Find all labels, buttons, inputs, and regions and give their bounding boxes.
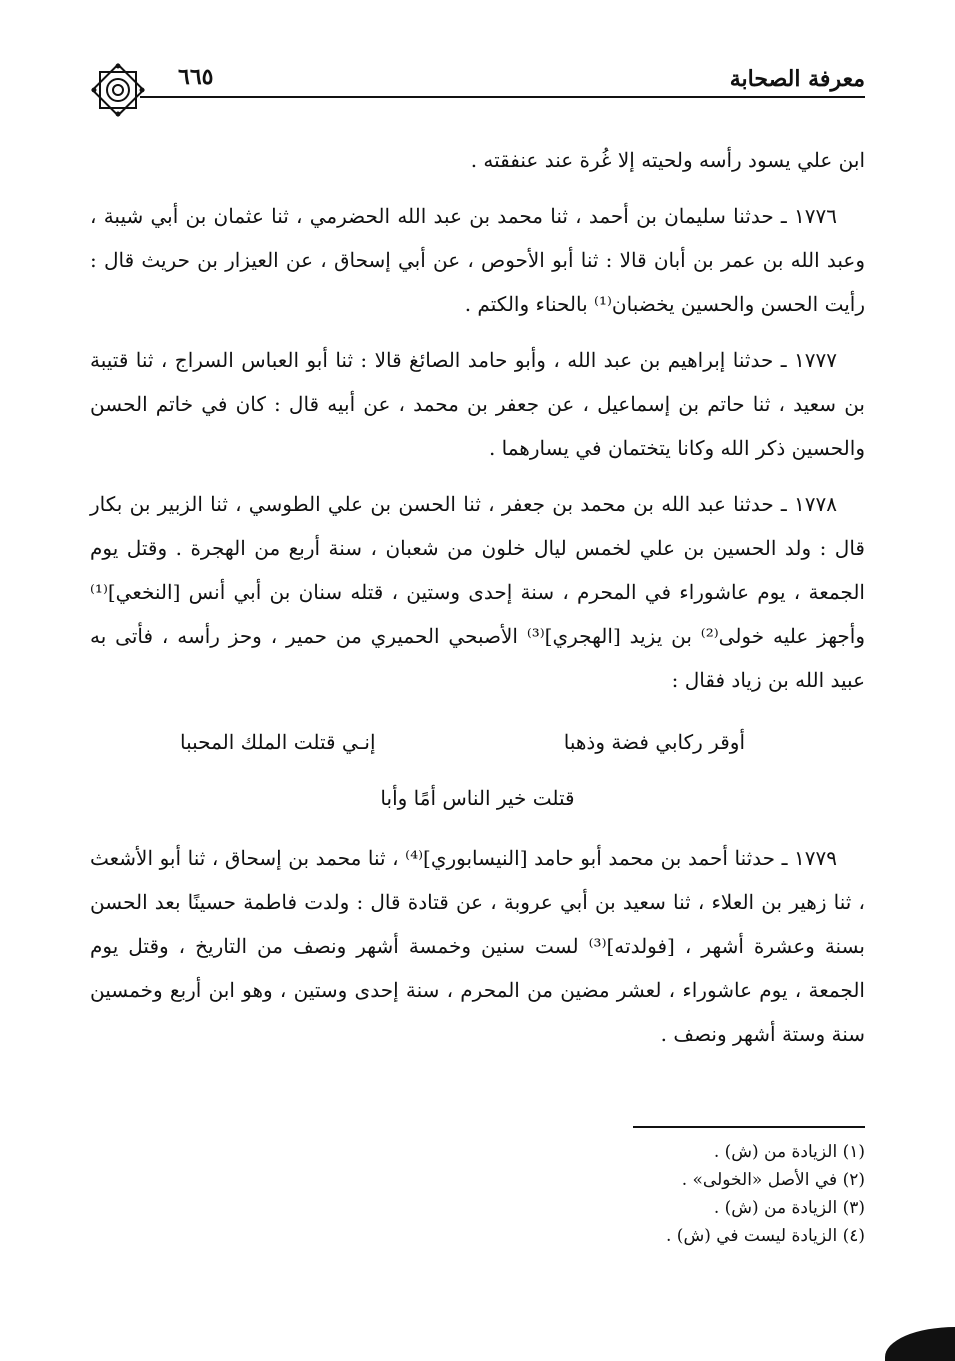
paragraph: ابن علي يسود رأسه ولحيته إلا غُرة عند عنفقته .	[470, 148, 865, 172]
header-rule	[140, 96, 865, 98]
page-header	[104, 62, 865, 102]
poem-verse-line-2: قتلت خير الناس أمًا وأبا	[380, 786, 575, 810]
footnote-2: (٢) في الأصل «الخولى» .	[681, 1170, 865, 1190]
verse-first-hemistich: أوقر ركابي فضة وذهبا	[563, 730, 745, 754]
hadith-1776: ١٧٧٦ ـ حدثنا سليمان بن أحمد ، ثنا محمد بن عبد الله الحضرمي ، ثنا عثمان بن أبي شيبة ، وعبد الله بن عمر بن أبان قالا : ثنا أبو الأحوص ، عن أبي إسحاق ، عن العيزار بن حريث قال : رأيت الحسن والحسين يخضبان⁽¹⁾ بالحناء والكتم .	[90, 204, 865, 316]
running-title: معرفة الصحابة	[729, 66, 865, 92]
footnotes	[365, 1138, 865, 1250]
hadith-1778: ١٧٧٨ ـ حدثنا عبد الله بن محمد بن جعفر ، ثنا الحسن بن علي الطوسي ، ثنا الزبير بن بكار قال : ولد الحسين بن علي لخمس ليال خلون من شعبان ، سنة أربع من الهجرة . وقتل يوم الجمعة ، يوم عاشوراء في المحرم ، سنة إحدى وستين ، قتله سنان بن أبي أنس [النخعي]⁽¹⁾ وأجهز عليه خولى⁽²⁾ بن يزيد [الهجري]⁽³⁾ الأصبحي الحميري من حمير ، وحز رأسه ، فأتى به عبيد الله بن زياد فقال :	[90, 492, 865, 692]
footnote-separator	[633, 1126, 865, 1128]
hadith-1779: ١٧٧٩ ـ حدثنا أحمد بن محمد أبو حامد [النيسابوري]⁽⁴⁾ ، ثنا محمد بن إسحاق ، ثنا أبو الأشعث ، ثنا زهير بن العلاء ، ثنا سعيد بن أبي عروبة ، عن قتادة قال : ولدت فاطمة حسينًا بعد الحسن بسنة وعشرة أشهر ، [فولدته]⁽³⁾ لست سنين وخمسة أشهر ونصف من التاريخ ، وقتل يوم الجمعة ، يوم عاشوراء ، لعشر مضين من المحرم ، سنة إحدى وستين ، وهو ابن أربع وخمسين سنة وستة أشهر ونصف .	[90, 846, 865, 1046]
poem-verse	[90, 714, 865, 770]
page-number: ٦٦٥	[178, 64, 214, 90]
eight-point-star-ornament-icon	[86, 58, 150, 122]
footnote-4: (٤) الزيادة ليست في (ش) .	[666, 1226, 865, 1246]
hadith-1777: ١٧٧٧ ـ حدثنا إبراهيم بن عبد الله ، وأبو حامد الصائغ قالا : ثنا أبو العباس السراج ، ثنا قتيبة بن سعيد ، ثنا حاتم بن إسماعيل ، عن جعفر بن محمد ، عن أبيه قال : كان في خاتم الحسن والحسين ذكر الله وكانا يتختمان في يسارهما .	[90, 348, 865, 460]
footnote-3: (٣) الزيادة من (ش) .	[713, 1198, 865, 1218]
footnote-1: (١) الزيادة من (ش) .	[713, 1142, 865, 1162]
verse-second-hemistich: إنـي قتلت الملك المحببا	[180, 730, 376, 754]
main-text	[90, 138, 865, 1068]
